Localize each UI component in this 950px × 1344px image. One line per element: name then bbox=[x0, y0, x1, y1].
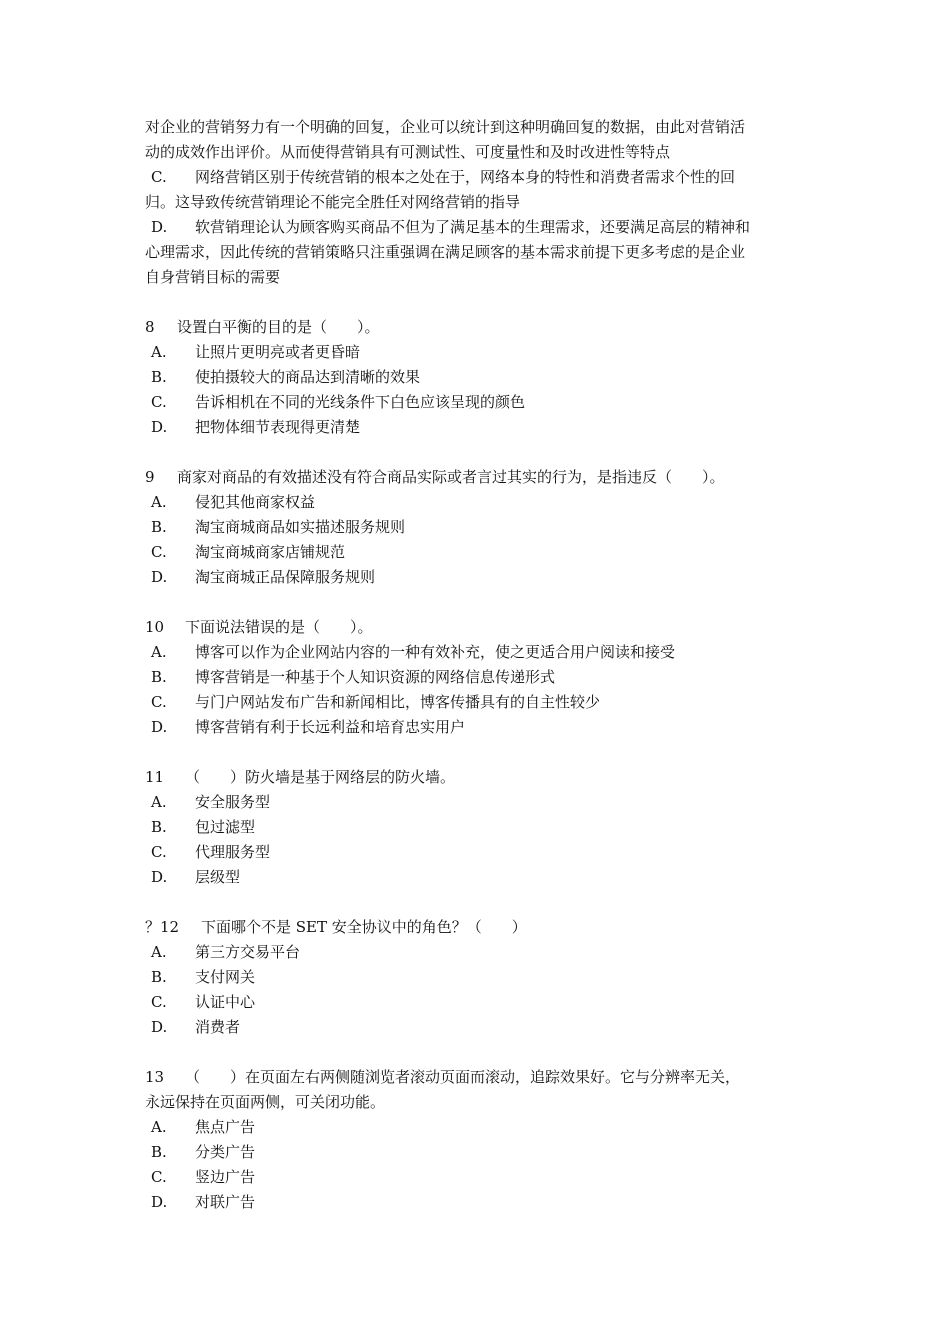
option-letter: C. bbox=[151, 693, 167, 711]
option-text: 网络营销区别于传统营销的根本之处在于，网络本身的特性和消费者需求个性的回 bbox=[195, 168, 736, 186]
question-text: 商家对商品的有效描述没有符合商品实际或者言过其实的行为，是指违反（ ）。 bbox=[177, 468, 725, 486]
question-text: 下面哪个不是 SET 安全协议中的角色？（ ） bbox=[201, 918, 527, 936]
option-a bbox=[145, 1115, 815, 1140]
question-text: （ ）防火墙是基于网络层的防火墙。 bbox=[185, 768, 456, 786]
question-stem bbox=[145, 465, 815, 490]
option-letter: B. bbox=[151, 668, 167, 686]
option-list bbox=[145, 340, 815, 440]
question-stem bbox=[145, 915, 815, 940]
option-letter: D. bbox=[151, 718, 168, 736]
option-text: 支付网关 bbox=[195, 968, 256, 986]
option-list bbox=[145, 1115, 815, 1215]
option-text-continued: 心理需求，因此传统的营销策略只注重强调在满足顾客的基本需求前提下更多考虑的是企业 bbox=[145, 243, 746, 261]
continuation-line: 动的成效作出评价。从而使得营销具有可测试性、可度量性和及时改进性等特点 bbox=[145, 143, 671, 161]
option-text: 博客可以作为企业网站内容的一种有效补充，使之更适合用户阅读和接受 bbox=[195, 643, 676, 661]
option-text: 对联广告 bbox=[195, 1193, 256, 1211]
option-text: 淘宝商城正品保障服务规则 bbox=[195, 568, 376, 586]
question-text: （ ）在页面左右两侧随浏览者滚动页面而滚动，追踪效果好。它与分辨率无关， bbox=[185, 1068, 741, 1086]
option-text: 分类广告 bbox=[195, 1143, 256, 1161]
option-d bbox=[145, 1190, 815, 1215]
question-11 bbox=[145, 765, 815, 890]
option-list bbox=[145, 490, 815, 590]
option-c bbox=[145, 840, 815, 865]
option-text: 焦点广告 bbox=[195, 1118, 256, 1136]
question-number: ？12 bbox=[145, 918, 180, 936]
option-a bbox=[145, 340, 815, 365]
option-text: 认证中心 bbox=[195, 993, 256, 1011]
question-12 bbox=[145, 915, 815, 1040]
option-text: 软营销理论认为顾客购买商品不但为了满足基本的生理需求，还要满足高层的精神和 bbox=[195, 218, 751, 236]
option-letter: B. bbox=[151, 968, 167, 986]
question-stem bbox=[145, 765, 815, 790]
previous-question-continuation bbox=[145, 115, 815, 290]
continuation-line: 对企业的营销努力有一个明确的回复，企业可以统计到这种明确回复的数据，由此对营销活 bbox=[145, 118, 746, 136]
option-text: 告诉相机在不同的光线条件下白色应该呈现的颜色 bbox=[195, 393, 526, 411]
option-b bbox=[145, 1140, 815, 1165]
option-b bbox=[145, 815, 815, 840]
option-d bbox=[145, 1015, 815, 1040]
option-letter: D. bbox=[151, 1193, 168, 1211]
option-b bbox=[145, 515, 815, 540]
option-c bbox=[145, 540, 815, 565]
option-d bbox=[145, 865, 815, 890]
option-letter: A. bbox=[151, 343, 167, 361]
option-d bbox=[145, 215, 815, 240]
option-letter: D. bbox=[151, 218, 168, 236]
option-d bbox=[145, 415, 815, 440]
option-letter: B. bbox=[151, 818, 167, 836]
option-letter: A. bbox=[151, 793, 167, 811]
option-c bbox=[145, 690, 815, 715]
option-text: 与门户网站发布广告和新闻相比，博客传播具有的自主性较少 bbox=[195, 693, 601, 711]
question-number: 13 bbox=[145, 1068, 165, 1086]
option-d bbox=[145, 715, 815, 740]
option-c bbox=[145, 1165, 815, 1190]
option-c bbox=[145, 390, 815, 415]
option-letter: D. bbox=[151, 418, 168, 436]
option-text: 使拍摄较大的商品达到清晰的效果 bbox=[195, 368, 421, 386]
option-a bbox=[145, 940, 815, 965]
option-a bbox=[145, 790, 815, 815]
option-text: 侵犯其他商家权益 bbox=[195, 493, 316, 511]
option-text: 淘宝商城商家店铺规范 bbox=[195, 543, 346, 561]
option-text: 博客营销有利于长远利益和培育忠实用户 bbox=[195, 718, 466, 736]
question-text: 设置白平衡的目的是（ ）。 bbox=[177, 318, 380, 336]
option-d bbox=[145, 565, 815, 590]
option-letter: D. bbox=[151, 568, 168, 586]
option-letter: D. bbox=[151, 1018, 168, 1036]
option-letter: B. bbox=[151, 1143, 167, 1161]
option-text: 代理服务型 bbox=[195, 843, 271, 861]
option-text: 让照片更明亮或者更昏暗 bbox=[195, 343, 361, 361]
option-letter: C. bbox=[151, 393, 167, 411]
option-a bbox=[145, 490, 815, 515]
option-list bbox=[145, 940, 815, 1040]
option-text: 博客营销是一种基于个人知识资源的网络信息传递形式 bbox=[195, 668, 556, 686]
option-letter: A. bbox=[151, 943, 167, 961]
option-text: 层级型 bbox=[195, 868, 241, 886]
option-list bbox=[145, 640, 815, 740]
option-letter: A. bbox=[151, 643, 167, 661]
option-text: 消费者 bbox=[195, 1018, 241, 1036]
question-8 bbox=[145, 315, 815, 440]
option-text: 把物体细节表现得更清楚 bbox=[195, 418, 361, 436]
question-stem bbox=[145, 615, 815, 640]
option-letter: C. bbox=[151, 993, 167, 1011]
option-b bbox=[145, 665, 815, 690]
question-number: 9 bbox=[145, 468, 155, 486]
option-letter: D. bbox=[151, 868, 168, 886]
option-text: 竖边广告 bbox=[195, 1168, 256, 1186]
option-letter: A. bbox=[151, 493, 167, 511]
question-stem bbox=[145, 315, 815, 340]
option-b bbox=[145, 365, 815, 390]
option-c bbox=[145, 990, 815, 1015]
option-letter: A. bbox=[151, 1118, 167, 1136]
question-number: 8 bbox=[145, 318, 155, 336]
question-number: 10 bbox=[145, 618, 165, 636]
option-c bbox=[145, 165, 815, 190]
option-text-continued: 自身营销目标的需要 bbox=[145, 268, 281, 286]
question-text-continued: 永远保持在页面两侧，可关闭功能。 bbox=[145, 1093, 386, 1111]
option-list bbox=[145, 790, 815, 890]
question-9 bbox=[145, 465, 815, 590]
option-text: 第三方交易平台 bbox=[195, 943, 301, 961]
option-text: 包过滤型 bbox=[195, 818, 256, 836]
option-a bbox=[145, 640, 815, 665]
question-number: 11 bbox=[145, 768, 165, 786]
question-13 bbox=[145, 1065, 815, 1215]
option-b bbox=[145, 965, 815, 990]
option-text: 安全服务型 bbox=[195, 793, 271, 811]
option-letter: B. bbox=[151, 368, 167, 386]
option-text: 淘宝商城商品如实描述服务规则 bbox=[195, 518, 406, 536]
question-stem bbox=[145, 1065, 815, 1090]
question-text: 下面说法错误的是（ ）。 bbox=[185, 618, 373, 636]
option-letter: C. bbox=[151, 543, 167, 561]
option-letter: C. bbox=[151, 168, 167, 186]
document-body bbox=[145, 115, 815, 1215]
option-letter: C. bbox=[151, 843, 167, 861]
option-text-continued: 归。这导致传统营销理论不能完全胜任对网络营销的指导 bbox=[145, 193, 521, 211]
option-letter: B. bbox=[151, 518, 167, 536]
question-10 bbox=[145, 615, 815, 740]
option-letter: C. bbox=[151, 1168, 167, 1186]
